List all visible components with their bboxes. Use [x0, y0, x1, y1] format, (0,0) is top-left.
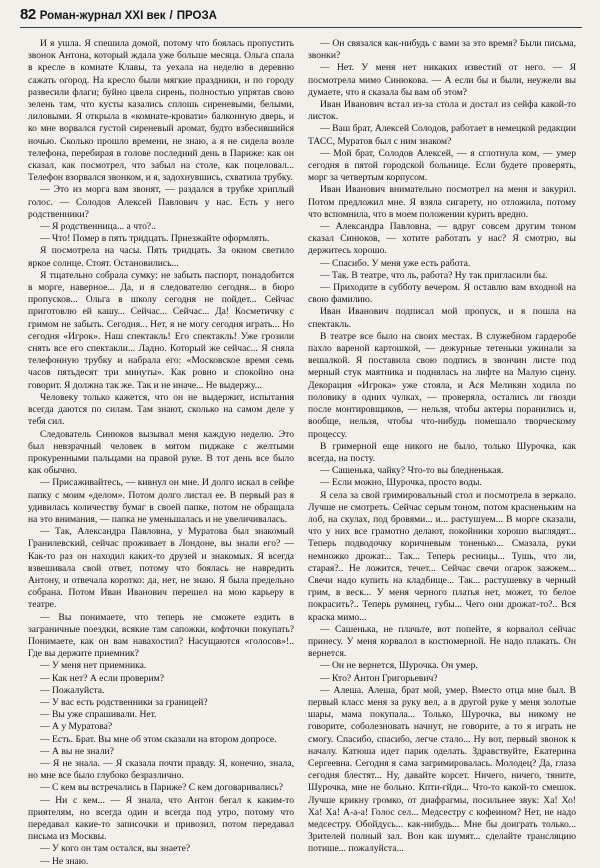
paragraph: — Кто? Антон Григорьевич?: [320, 672, 438, 684]
page-header: [20, 6, 582, 28]
paragraph: — С кем вы встречались в Париже? С кем договаривались?: [40, 782, 284, 794]
paragraph: — У кого он там остался, вы знаете?: [40, 843, 191, 855]
paragraph: Иван Иванович встал из-за стола и достал из сейфа какой-то листок.: [308, 99, 576, 123]
paragraph: — Вы уже спрашивали. Нет.: [40, 709, 157, 721]
right-text-column: [308, 38, 576, 855]
paragraph: — А у Муратова?: [40, 721, 113, 733]
paragraph: Я села за свой гримировальный стол и посмотрела в зеркало. Лучше не смотреть. Сейчас серым тоном, потом красненьким на лоб, на скулах, под бровями... и... растушуем... В морге сказали, что у них все грамотно делают, покойники хорошо выглядят... Теперь подводочку коричневым тоненько... Смазала, руки немножко дрожат... Так... Теперь ресницы... Тушь, что ли, старая?.. Не ложится, течет... Сейчас свечи огарок зажжем... Свечи надо купить на кладбище... Так... растушевку в черный грим, в веск... У меня черного платья нет, может, то белое покрасить?.. Теперь румянец, губы... Чего они дрожат-то?.. Вся краска мимо...: [308, 489, 576, 623]
paragraph: — Александра Павловна, — вдруг совсем другим тоном сказал Синюков, — хотите работать у нас? Я смотрю, вы держитесь хорошо.: [308, 221, 576, 257]
paragraph: — Я не знала. — Я сказала почти правду. Я, конечно, знала, но мне все было глубоко безразлично.: [28, 757, 294, 782]
paragraph: — Вы понимаете, что теперь не сможете ездить в заграничные поездки, всякие там сапожки, кофточки покупать? Понимаете, как он вам навахостил? Насущаются «голосов»!.. Где вы держите приемник?: [28, 611, 294, 660]
paragraph: Я тщательно собрала сумку: не забыть паспорт, понадобится в морге, наверное... Да, и я следователю сегодня... в бюро пропусков... Ольга в школу сегодня не пойдет... Сейчас приготовлю ей кашу... Сейчас... Сейчас... Да! Косметичку с гримом не забыть. Сегодня... Нет, я не могу сегодня играть... Но сегодня «Игрок». Наш спектакль! Его спектакль! Уже грозили снять все его спектакли... Ладно. Который же сейчас... Я сняла телефонную трубку и набрала его: «Московское время семь часов пятьдесят три минуты». Как ровно и спокойно она говорит. Я должна так же. Так и не иначе... Не выдержу...: [28, 269, 294, 391]
paragraph: — Не знаю.: [40, 855, 89, 867]
paragraph: — Присаживайтесь, — кивнул он мне. И долго искал в сейфе папку с моим «делом». Потом долго листал ее. В первый раз я удивилась количеству бумаг в своей папке, потом не обращала на это внимания, — папка не уменьшалась и не увеличивалась.: [28, 477, 294, 525]
paragraph: — А вы не знали?: [40, 745, 114, 757]
header-separator: /: [169, 10, 173, 22]
paragraph: И я ушла. Я спешила домой, потому что боялась пропустить звонок Антона, который ждала уже больше месяца. Ольга спала в кресле в комнате Клавы, та уехала на неделю в деревню сажать огород. На кресло были мягкие праздники, и по городу развесили флаги; буйно цвела сирень, полностью упрятав свою зелень там, что кусты казались сплошь сиреневыми, белыми, лиловыми. Я открыла в «комнате-кровати» балконную дверь, и ко мне ворвался густой сиреневый аромат, будто взбесившийся ночью. Сколько прошло времени, не знаю, а я не сидела возле телефона, перебирая в голове последний день в Париже: как он сказал, как посмотрел, что забыл на столе, как поцеловал... Телефон взорвался звонком, и я, задохнувшись, схватила трубку.: [28, 38, 294, 184]
paragraph: — Мой брат, Солодов Алексей, — я сглотнула ком, — умер сегодня в пятой городской больнице. Если будете проверять, морг за четвертым корпусом.: [308, 147, 576, 184]
left-text-column: [28, 38, 294, 867]
page-number: 82: [20, 6, 36, 23]
paragraph: — Нет. У меня нет никаких известий от него. — Я посмотрела мимо Синюкова. — А если бы и были, неужели вы думаете, что я сказала бы вам об этом?: [308, 62, 576, 98]
paragraph: — Он не вернется, Шурочка. Он умер.: [320, 660, 478, 672]
paragraph: — Если можно, Шурочка, просто воды.: [320, 477, 482, 489]
paragraph: — Это из морга вам звонят, — раздался в трубке хриплый голос. — Солодов Алексей Павлович у нас. Есть у него родственники?: [28, 184, 294, 220]
paragraph: — Что! Помер в пять тридцать. Приезжайте оформлять.: [40, 233, 270, 245]
paragraph: Иван Иванович внимательно посмотрел на меня и закурил. Потом предложил мне. Я взяла сигарету, но отложила, потому что вспомнила, что в моем положении курить вредно.: [308, 184, 576, 220]
paragraph: — Как нет? А если проверим?: [40, 672, 164, 684]
paragraph: Следователь Синюков вызывал меня каждую неделю. Это был невзрачный человек в мятом пиджаке с желтыми прокуренными пальцами на правой руке. В тот день все было как обычно.: [28, 428, 294, 477]
paragraph: — Алеша. Алеша, брат мой, умер. Вместо отца мне был. В первый класс меня за руку вел, а в другой руке у меня золотые шары, мама покупала... Только, Шурочка, вы никому не говорите, соболезновать начнут, не говорите, а то я играть не смогу. Спасибо, спасибо, легче стало... Ну вот, первый звонок к началу. Катюша идет парик оделать. Здравствуйте, Екатерина Сергеевна. Сегодня я сама загримировалась. Молодец? Да, глаза сегодня блестят... Ну, давайте корсет. Ничего, ничего, тяните, Шурочка, мне не больно. Кпти-гйди... Что-то какой-то смешок. Лучше крикну громко, от диафрагмы, посильнее звук: Ха! Хо! Ха! Ха! А-а-а! Голос сел... Медсестру с кофеином? Нет, не надо медсестру. Обойдусь... как-нибудь... Мне бы доиграть только... Зрителей полный зал. Вон как шумят... сделайте трансляцию потише... пожалуйста...: [308, 684, 576, 855]
paragraph: Я посмотрела на часы. Пять тридцать. За окном светило яркое солнце. Стоят. Остановились...: [28, 245, 294, 269]
paragraph: — Ваш брат, Алексей Солодов, работает в немецкой редакции ТАСС, Муратов был с ним знаком?: [308, 123, 576, 147]
paragraph: — Сашенька, не плачьте, вот попейте, я корвалол сейчас принесу. У меня корвалол в костюмерной. Не надо плакать. Он вернется.: [308, 623, 576, 660]
paragraph: В гримерной еще никого не было, только Шурочка, как всегда, на посту.: [308, 440, 576, 464]
paragraph: Человеку только кажется, что он не выдержит, испытания всегда даются по силам. Там знают, сколько на самом деле у тебя сил.: [28, 391, 294, 428]
paragraph: — У меня нет приемника.: [40, 660, 147, 672]
paragraph: — Пожалуйста.: [40, 684, 105, 696]
paragraph: — Есть. Брат. Вы мне об этом сказали на втором допросе.: [40, 733, 277, 745]
paragraph: — У вас есть родственники за границей?: [40, 696, 208, 708]
paragraph: — Приходите в субботу вечером. Я оставлю вам входной на свою фамилию.: [308, 282, 576, 306]
paragraph: — Спасибо. У меня уже есть работа.: [320, 257, 471, 269]
section-title: ПРОЗА: [176, 10, 217, 22]
paragraph: В театре все было на своих местах. В служебном гардеробе пахло вареной картошкой, — дежурные тетеньки ужинали за вешалкой. Я поставила свою подпись в звончин листе под мерный стук маятника и поднялась на лифте на Малую сцену. Декорация «Игрока» уже стояла, и Ася Меликян ходила по половику в одних чулках, — проверяла, остались ли гвозди после монтировщиков, — нельзя, чтобы актеры поранились и, вообще, нельзя, чтобы что-нибудь помешало творческому процессу.: [308, 330, 576, 440]
paragraph: — Так. В театре, что ль, работа? Ну так пригласили бы.: [320, 269, 548, 281]
paragraph: Иван Иванович подписал мой пропуск, и я пошла на спектакль.: [308, 306, 576, 330]
paragraph: — Он связался как-нибудь с вами за это время? Были письма, звонки?: [308, 38, 576, 62]
journal-title: Роман-журнал XXI век: [39, 10, 166, 22]
paragraph: — Сашенька, чайку? Что-то вы бледненькая.: [320, 465, 504, 477]
paragraph: — Так, Александра Павловна, у Муратова был знакомый Гранилевский, сейчас проживает в Лондоне, вы знали его? — Как-то раз он находил каких-то друзей и знакомых. Я всегда взвешивала свой ответ, потому что боялась не навредить Антону, и отвечала коротко: да, нет, не знаю. Я была предельно собрана. Потом Иван Иванович перешел на мою карьеру в театре.: [28, 526, 294, 611]
paragraph: — Я родственница... а что?..: [40, 221, 156, 233]
paragraph: — Ни с кем... — Я знала, что Антон бегал к каким-то приятелям, но всегда один и всегда под утро, потому что передавал какие-то записочки и привозил, потом передавал письма из Москвы.: [28, 794, 294, 843]
